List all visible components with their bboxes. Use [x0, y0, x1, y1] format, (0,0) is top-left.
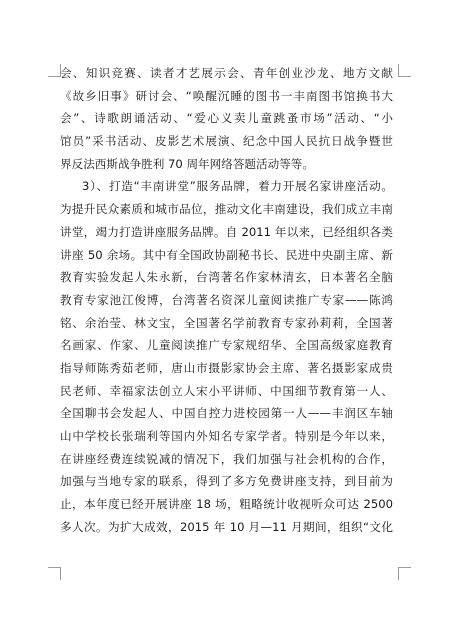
- text-line: 止，本年度已经开展讲座 18 场，粗略统计收视听众可达 2500: [60, 497, 393, 512]
- text-line: 教育专家池江俊博，台湾著名资深儿童阅读推广专家——陈鸿: [60, 292, 393, 307]
- text-line: 全国聊书会发起人、中国自控力进校园第一人——丰润区车轴: [60, 406, 393, 421]
- text-line: 民老师、幸福家法创立人宋小平讲师、中国细节教育第一人、: [60, 383, 393, 398]
- text-line: 教育实验发起人朱永新，台湾著名作家林清玄，日本著名全脑: [60, 270, 393, 285]
- text-line: 讲堂，竭力打造讲座服务品牌。自 2011 年以来，已经组织各类: [60, 224, 393, 239]
- text-line: 馆员”采书活动、皮影艺术展演、纪念中国人民抗日战争暨世: [60, 134, 393, 149]
- text-line: 会、知识竞赛、读者才艺展示会、青年创业沙龙、地方文献: [60, 66, 393, 80]
- text-line: 多人次。为扩大成效，2015 年 10 月—11 月期间，组织“文化: [60, 519, 393, 534]
- text-line: 在讲座经费连续锐减的情况下，我们加强与社会机构的合作，: [60, 451, 393, 466]
- crop-mark-top-right: [398, 64, 411, 77]
- text-line: 名画家、作家、儿童阅读推广专家规绍华、全国高级家庭教育: [60, 338, 393, 353]
- text-line: 界反法西斯战争胜利 70 周年网络答题活动等等。: [60, 156, 314, 171]
- text-line: 3）、打造“丰南讲堂”服务品牌，着力开展名家讲座活动。: [82, 179, 393, 194]
- crop-mark-bottom-right: [398, 567, 411, 580]
- document-body: [60, 62, 393, 538]
- text-line: 《故乡旧事》研讨会、“唤醒沉睡的图书一丰南图书馆换书大: [60, 88, 393, 103]
- text-line: 山中学校长张瑞利等国内外知名专家学者。特别是今年以来，: [60, 429, 393, 443]
- text-line: 铭、余治莹、林文宝，全国著名学前教育专家孙莉莉，全国著: [60, 315, 393, 330]
- text-line: 会”、诗歌朗诵活动、“爱心义卖儿童跳蚤市场”活动、“小: [60, 111, 393, 126]
- text-line: 指导师陈秀茹老师，唐山市摄影家协会主席、著名摄影家成贵: [60, 360, 393, 375]
- text-line: 为提升民众素质和城市品位，推动文化丰南建设，我们成立丰南: [60, 202, 393, 217]
- text-line: 讲座 50 余场。其中有全国政协副秘书长、民进中央副主席、新: [60, 247, 393, 262]
- crop-mark-bottom-left: [48, 567, 61, 580]
- text-line: 加强与当地专家的联系，得到了多方免费讲座支持，到目前为: [60, 474, 393, 489]
